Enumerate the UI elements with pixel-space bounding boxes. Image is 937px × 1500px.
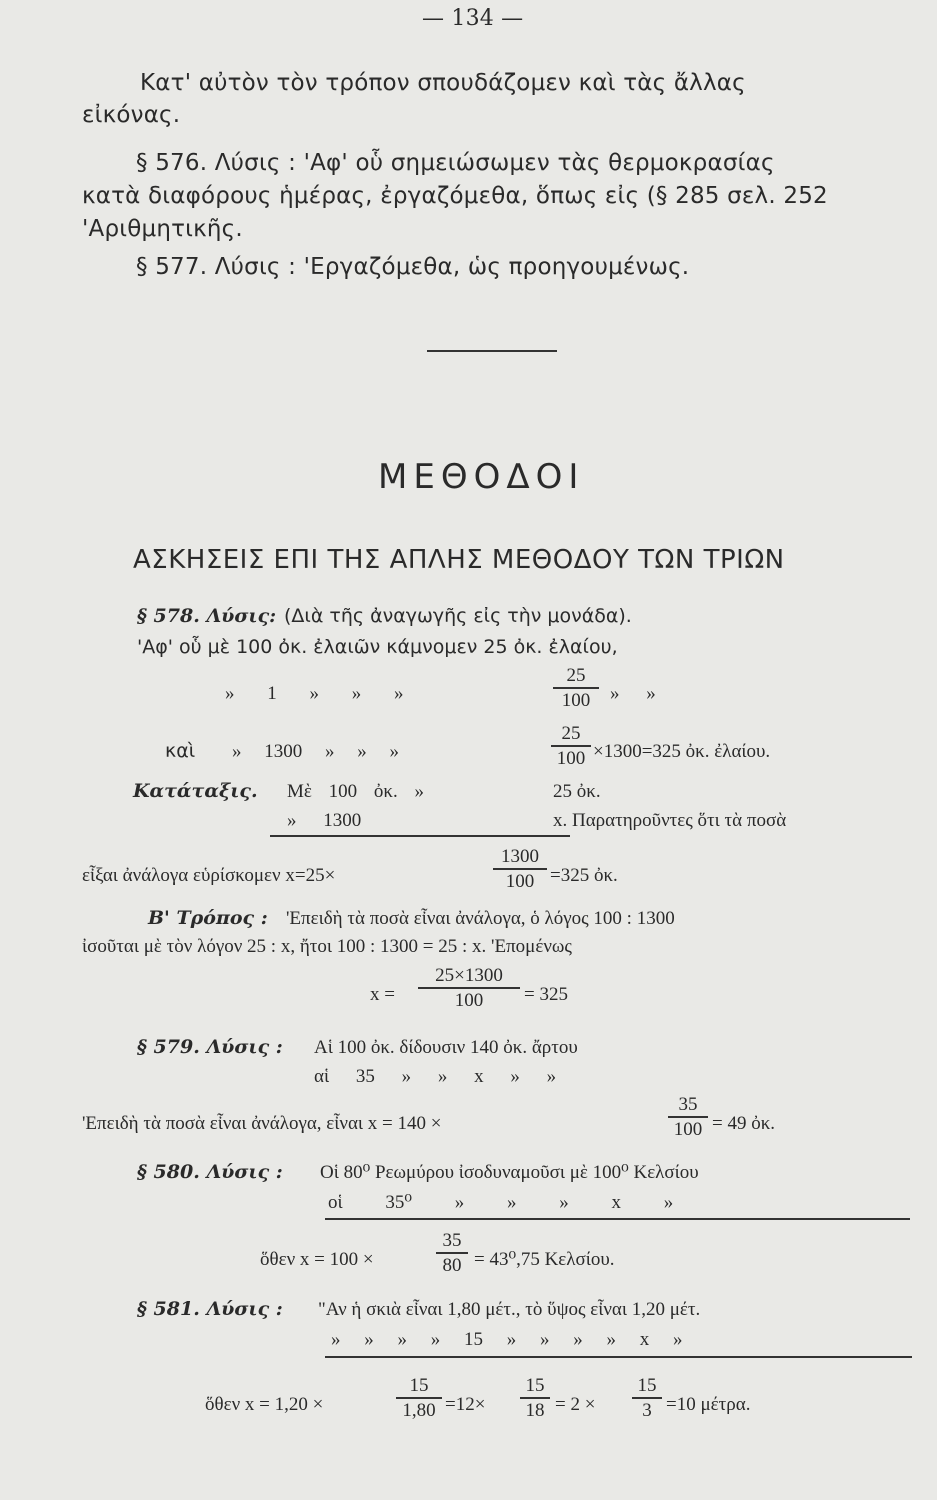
- denominator: 80: [442, 1254, 462, 1276]
- intro-line-1: Κατ' αὐτὸν τὸν τρόπον σπουδάζομεν καὶ τὰς ἄλλας: [140, 70, 746, 96]
- s580-head: § 580. Λύσις :: [137, 1161, 283, 1183]
- s578-kat-row1-b: 25 ὀκ.: [553, 781, 601, 802]
- fraction-bar: [396, 1397, 442, 1399]
- s577-line: § 577. Λύσις : 'Εργαζόμεθα, ὡς προηγουμένως.: [136, 254, 690, 280]
- s579-line-3-a: 'Επειδὴ τὰ ποσὰ εἶναι ἀνάλογα, εἶναι x = 140 ×: [82, 1113, 442, 1134]
- s580-underline: [325, 1218, 910, 1220]
- s579-line-2: αἱ 35 » » x » »: [314, 1066, 557, 1087]
- numerator: 1300: [501, 846, 539, 867]
- s578-kat-row2-b: x. Παρατηροῦντες ὅτι τὰ ποσὰ: [553, 810, 787, 831]
- fraction-bar: [520, 1397, 550, 1399]
- s579-line-1: Αἱ 100 ὀκ. δίδουσιν 140 ὀκ. ἄρτου: [314, 1037, 578, 1058]
- numerator: 15: [525, 1375, 545, 1396]
- s581-fraction-3: [632, 1376, 662, 1420]
- fraction-bar: [551, 745, 591, 747]
- numerator: 25×1300: [435, 965, 503, 986]
- s581-eq-1: =12×: [445, 1394, 486, 1415]
- section-divider: [427, 350, 557, 352]
- denominator: 3: [642, 1399, 652, 1421]
- fraction-bar: [418, 987, 520, 989]
- s578-line-2: 'Αφ' οὗ μὲ 100 ὀκ. ἐλαιῶν κάμνομεν 25 ὀκ. ἐλαίου,: [137, 636, 618, 658]
- denominator: 100: [454, 989, 484, 1011]
- s578-b-fraction: [418, 966, 520, 1010]
- intro-line-2: εἰκόνας.: [82, 102, 181, 128]
- numerator: 25: [561, 723, 581, 744]
- s579-head: § 579. Λύσις :: [137, 1036, 283, 1058]
- s578-kat-row2-a: » 1300: [287, 810, 362, 831]
- denominator: 100: [556, 747, 586, 769]
- s578-b-x: x =: [370, 984, 395, 1005]
- s578-head: § 578. Λύσις:: [137, 605, 277, 627]
- s578-analog-fraction: [493, 847, 547, 891]
- s580-line-2: οἱ 35⁰ » » » x »: [328, 1192, 674, 1213]
- s580-fraction: [436, 1231, 468, 1275]
- s581-fraction-1: [396, 1376, 442, 1420]
- heading-methods: ΜΕΘΟΔΟΙ: [378, 457, 585, 497]
- page-number: — 134 —: [422, 6, 524, 31]
- s578-b-line-1: 'Επειδὴ τὰ ποσὰ εἶναι ἀνάλογα, ὁ λόγος 100 : 1300: [286, 908, 675, 929]
- s580-line-1: Οἱ 80⁰ Ρεωμύρου ἰσοδυναμοῦσι μὲ 100⁰ Κελσίου: [320, 1162, 699, 1183]
- s580-line-3-a: ὅθεν x = 100 ×: [260, 1249, 374, 1270]
- s576-line-3: 'Αριθμητικῆς.: [82, 216, 243, 242]
- s581-line-1: "Αν ἡ σκιὰ εἶναι 1,80 μέτ., τὸ ὕψος εἶναι 1,20 μέτ.: [318, 1299, 701, 1320]
- s580-line-3-b: = 43⁰,75 Κελσίου.: [474, 1249, 615, 1270]
- s578-row1-fraction: [553, 666, 599, 710]
- s579-line-3-b: = 49 ὀκ.: [712, 1113, 776, 1134]
- fraction-bar: [632, 1397, 662, 1399]
- fraction-bar: [668, 1116, 708, 1118]
- denominator: 1,80: [402, 1399, 436, 1421]
- s578-row1-left: » 1 » » »: [225, 683, 404, 704]
- s578-b-result: = 325: [524, 984, 568, 1005]
- s581-underline: [325, 1356, 912, 1358]
- denominator: 100: [673, 1118, 703, 1140]
- subheading: ΑΣΚΗΣΕΙΣ ΕΠΙ ΤΗΣ ΑΠΛΗΣ ΜΕΘΟΔΟΥ ΤΩΝ ΤΡΙΩΝ: [133, 545, 785, 575]
- s578-b-tropos: Β' Τρόπος :: [148, 907, 268, 929]
- numerator: 15: [409, 1375, 429, 1396]
- s581-head: § 581. Λύσις :: [137, 1298, 283, 1320]
- s581-line-3-b: =10 μέτρα.: [666, 1394, 751, 1415]
- s578-row1-right: » »: [610, 683, 656, 704]
- fraction-bar: [493, 868, 547, 870]
- s578-katataxis: Κατάταξις.: [133, 780, 258, 802]
- s576-line-1: § 576. Λύσις : 'Αφ' οὗ σημειώσωμεν τὰς θερμοκρασίας: [136, 150, 775, 176]
- denominator: 100: [505, 870, 535, 892]
- s578-analog-b: =325 ὀκ.: [550, 865, 618, 886]
- numerator: 25: [566, 665, 586, 686]
- s581-line-2: » » » » 15 » » » » x »: [331, 1329, 683, 1350]
- s581-eq-2: = 2 ×: [555, 1394, 596, 1415]
- s579-fraction: [668, 1095, 708, 1139]
- s578-row2-fraction: [551, 724, 591, 768]
- s578-row2-left: » 1300 » » »: [232, 741, 399, 762]
- s581-line-3-a: ὅθεν x = 1,20 ×: [205, 1394, 324, 1415]
- numerator: 35: [442, 1230, 462, 1251]
- s578-row2-right: ×1300=325 ὀκ. ἐλαίου.: [593, 741, 771, 762]
- fraction-bar: [436, 1252, 468, 1254]
- s578-head-rest: (Διὰ τῆς ἀναγωγῆς εἰς τὴν μονάδα).: [284, 605, 632, 627]
- s578-kat-row1-a: Μὲ 100 ὀκ. »: [287, 781, 424, 802]
- s578-b-line-2: ἰσοῦται μὲ τὸν λόγον 25 : x, ἤτοι 100 : 1300 = 25 : x. 'Επομένως: [82, 936, 572, 957]
- s578-kat-underline: [270, 835, 570, 837]
- s578-row2-kai: καὶ: [165, 740, 196, 762]
- s581-fraction-2: [520, 1376, 550, 1420]
- fraction-bar: [553, 687, 599, 689]
- s578-analog-a: εἶξαι ἀνάλογα εὑρίσκομεν x=25×: [82, 865, 336, 886]
- numerator: 35: [678, 1094, 698, 1115]
- numerator: 15: [637, 1375, 657, 1396]
- s576-line-2: κατὰ διαφόρους ἡμέρας, ἐργαζόμεθα, ὅπως εἰς (§ 285 σελ. 252: [82, 183, 828, 209]
- denominator: 18: [525, 1399, 545, 1421]
- denominator: 100: [561, 689, 591, 711]
